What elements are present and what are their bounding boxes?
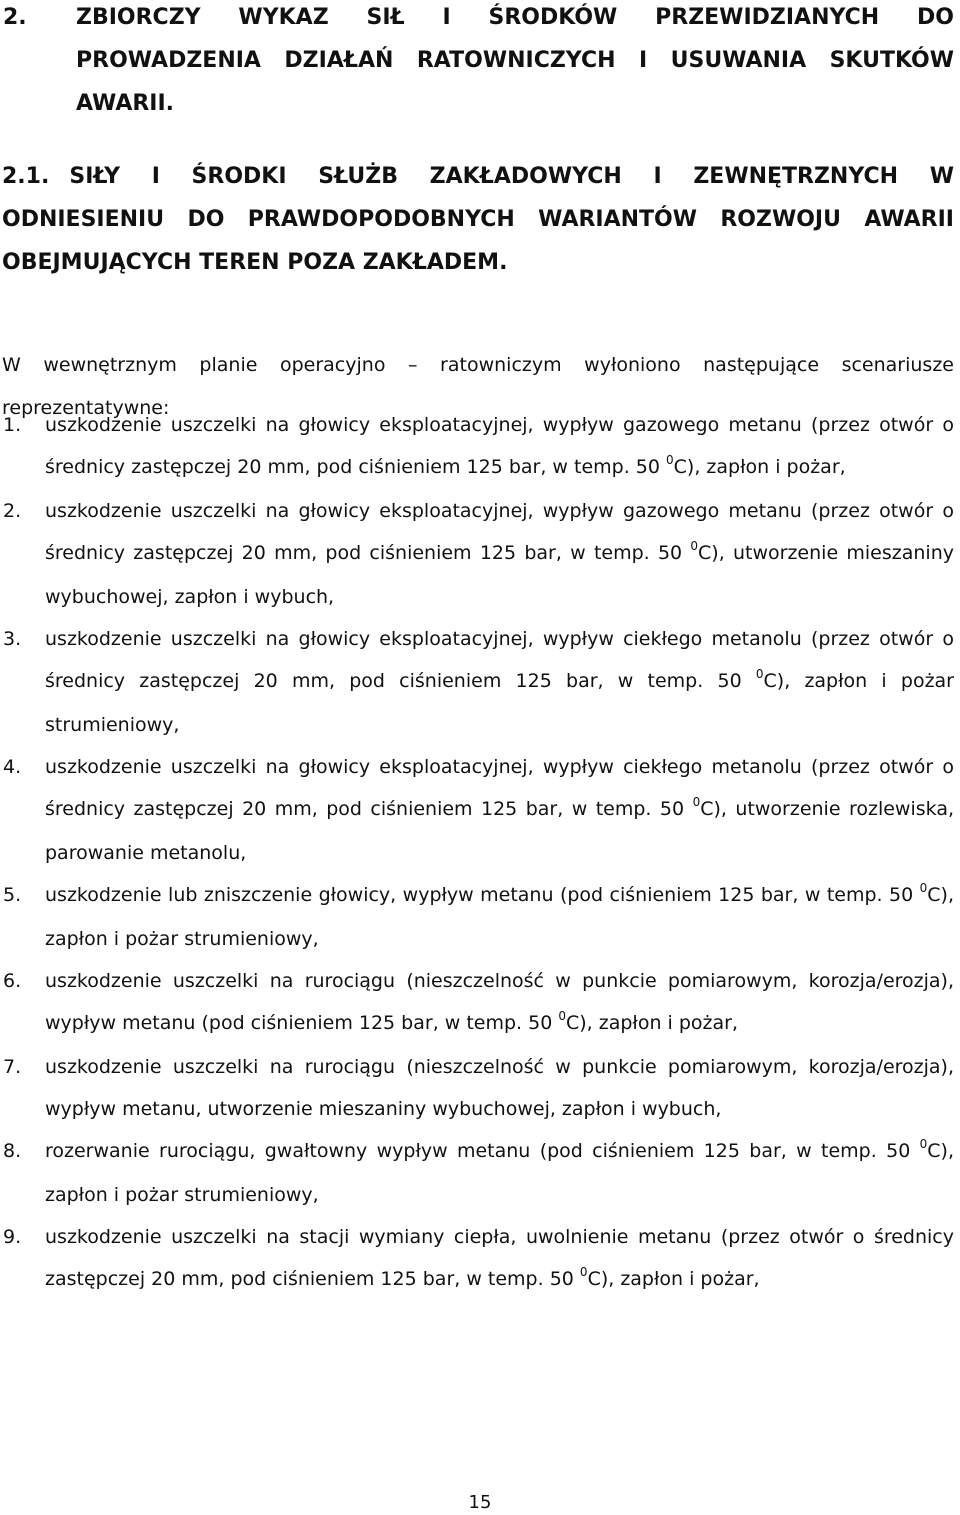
item-text-end: C), utworzenie mieszaniny wybuchowej, zapłon i wybuch, [45, 542, 954, 608]
degree-mark: 0 [558, 1009, 566, 1023]
item-text-end: C), zapłon i pożar, [587, 1268, 760, 1290]
degree-mark: 0 [666, 453, 674, 467]
item-text: uszkodzenie uszczelki na rurociągu (nieszczelność w punkcie pomiarowym, korozja/erozja), wypływ metanu, utworzenie mieszaniny wybuchowej, zapłon i wybuch, [45, 1056, 954, 1120]
section-number: 2. [3, 5, 27, 30]
item-text: uszkodzenie uszczelki na głowicy eksploatacyjnej, wypływ gazowego metanu (przez otwór o średnicy zastępczej 20 mm, pod ciśnieniem 125 bar, w temp. 50 [45, 414, 954, 478]
list-item [0, 1216, 954, 1302]
item-text: uszkodzenie uszczelki na stacji wymiany ciepła, uwolnienie metanu (przez otwór o średnicy zastępczej 20 mm, pod ciśnieniem 125 bar, w temp. 50 [45, 1226, 954, 1290]
item-text: uszkodzenie uszczelki na rurociągu (nieszczelność w punkcie pomiarowym, korozja/erozja), wypływ metanu (pod ciśnieniem 125 bar, w temp. 50 [45, 970, 954, 1034]
item-number: 7. [3, 1056, 22, 1078]
item-text: uszkodzenie lub zniszczenie głowicy, wypływ metanu (pod ciśnieniem 125 bar, w temp. 50 [45, 884, 920, 906]
list-item [0, 404, 954, 490]
item-number: 1. [3, 414, 22, 436]
intro-paragraph: W wewnętrznym planie operacyjno – ratowniczym wyłoniono następujące scenariusze reprezentatywne: [2, 354, 954, 419]
subsection-number: 2.1. [2, 164, 50, 189]
item-number: 6. [3, 970, 22, 992]
degree-mark: 0 [692, 795, 701, 809]
item-text-end: C), zapłon i pożar strumieniowy, [45, 670, 954, 736]
subsection-heading [2, 155, 954, 284]
item-number: 8. [3, 1140, 22, 1162]
item-number: 9. [3, 1226, 22, 1248]
subsection-title: SIŁY I ŚRODKI SŁUŻB ZAKŁADOWYCH I ZEWNĘTRZNYCH W ODNIESIENIU DO PRAWDOPODOBNYCH WARIANTÓW ROZWOJU AWARII OBEJMUJĄCYCH TEREN POZA ZAKŁADEM. [2, 164, 954, 275]
item-text-end: C), zapłon i pożar, [673, 456, 846, 478]
list-item [0, 746, 954, 874]
list-item [0, 874, 954, 960]
list-item [0, 1046, 954, 1130]
item-number: 4. [3, 756, 22, 778]
degree-mark: 0 [919, 1137, 928, 1151]
section-title: ZBIORCZY WYKAZ SIŁ I ŚRODKÓW PRZEWIDZIANYCH DO PROWADZENIA DZIAŁAŃ RATOWNICZYCH I USUWANIA SKUTKÓW AWARII. [76, 5, 954, 116]
item-text-end: C), zapłon i pożar strumieniowy, [45, 884, 954, 950]
list-item [0, 618, 954, 746]
scenario-list [0, 404, 954, 1302]
item-text: rozerwanie rurociągu, gwałtowny wypływ metanu (pod ciśnieniem 125 bar, w temp. 50 [45, 1140, 920, 1162]
item-number: 2. [3, 500, 22, 522]
list-item [0, 490, 954, 618]
item-text-end: C), utworzenie rozlewiska, parowanie metanolu, [45, 798, 954, 864]
degree-mark: 0 [690, 539, 699, 553]
item-text-end: C), zapłon i pożar, [566, 1012, 739, 1034]
list-item [0, 1130, 954, 1216]
page-number: 15 [468, 1492, 492, 1513]
item-number: 3. [3, 628, 22, 650]
item-text-end: C), zapłon i pożar strumieniowy, [45, 1140, 954, 1206]
item-text: uszkodzenie uszczelki na głowicy eksploatacyjnej, wypływ ciekłego metanolu (przez otwór o średnicy zastępczej 20 mm, pod ciśnieniem 125 bar, w temp. 50 [45, 628, 954, 692]
degree-mark: 0 [755, 667, 764, 681]
item-text: uszkodzenie uszczelki na głowicy eksploatacyjnej, wypływ ciekłego metanolu (przez otwór o średnicy zastępczej 20 mm, pod ciśnieniem 125 bar, w temp. 50 [45, 756, 954, 820]
list-item [0, 960, 954, 1046]
section-heading [3, 0, 954, 125]
degree-mark: 0 [919, 881, 928, 895]
item-text: uszkodzenie uszczelki na głowicy eksploatacyjnej, wypływ gazowego metanu (przez otwór o średnicy zastępczej 20 mm, pod ciśnieniem 125 bar, w temp. 50 [45, 500, 954, 564]
item-number: 5. [3, 884, 22, 906]
degree-mark: 0 [579, 1265, 588, 1279]
